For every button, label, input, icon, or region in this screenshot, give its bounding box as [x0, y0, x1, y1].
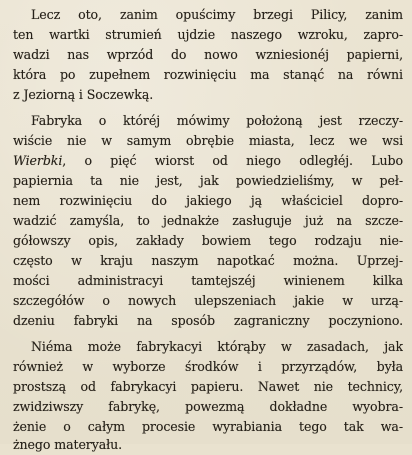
text-line-8: Wierbki, o pięć wiorst od niego odległéj. Lubo [13, 153, 403, 168]
text-line-11: wadzić zamyśla, to jednakże zasługuje już na szcze- [13, 213, 403, 228]
text-line-12: gółowszy opis, zakłady bowiem tego rodzaju nie- [13, 233, 403, 248]
text-line-20: zwidziwszy fabrykę, powezmą dokładne wyobra- [13, 399, 403, 414]
text-line-6: Fabryka o któréj mówimy położoną jest rzeczy- [31, 113, 403, 128]
text-line-4: która po zupełnem rozwinięciu ma stanąć na równi [13, 67, 403, 82]
text-line-21: żenie o całym procesie wyrabiania tego tak wa- [13, 419, 403, 434]
place-name-wierbki: Wierbki [13, 153, 63, 168]
text-line-5: z Jeziorną i Soczewką. [13, 87, 154, 102]
text-line-3: wadzi nas wprzód do nowo wzniesionéj papierni, [13, 47, 403, 62]
text-line-7: wiście nie w samym obrębie miasta, lecz we wsi [13, 133, 403, 148]
text-line-19: prostszą od fabrykacyi papieru. Nawet nie technicy, [13, 379, 403, 394]
text-line-10: nem rozwinięciu do jakiego ją właściciel dopro- [13, 193, 403, 208]
text-line-16: dzeniu fabryki na sposób zagraniczny poczyniono. [13, 313, 403, 328]
text-line-17: Niéma może fabrykacyi którąby w zasadach, jak [31, 339, 403, 354]
text-line-18: również w wyborze środków i przyrządów, była [13, 359, 403, 374]
text-line-13: często w kraju naszym napotkać można. Uprzej- [13, 253, 403, 268]
text-line-22: żnego materyału. [13, 437, 123, 452]
text-line-1: Lecz oto, zanim opuścimy brzegi Pilicy, zanim [31, 7, 403, 22]
text-line-15: szczegółów o nowych ulepszeniach jakie w urzą- [13, 293, 403, 308]
text-line-9: papiernia ta nie jest, jak powiedzieliśmy, w peł- [13, 173, 403, 188]
text-line-2: ten wartki strumień ujdzie naszego wzroku, zapro- [13, 27, 403, 42]
text-line-14: mości administracyi tamtejszéj winienem kilka [13, 273, 403, 288]
